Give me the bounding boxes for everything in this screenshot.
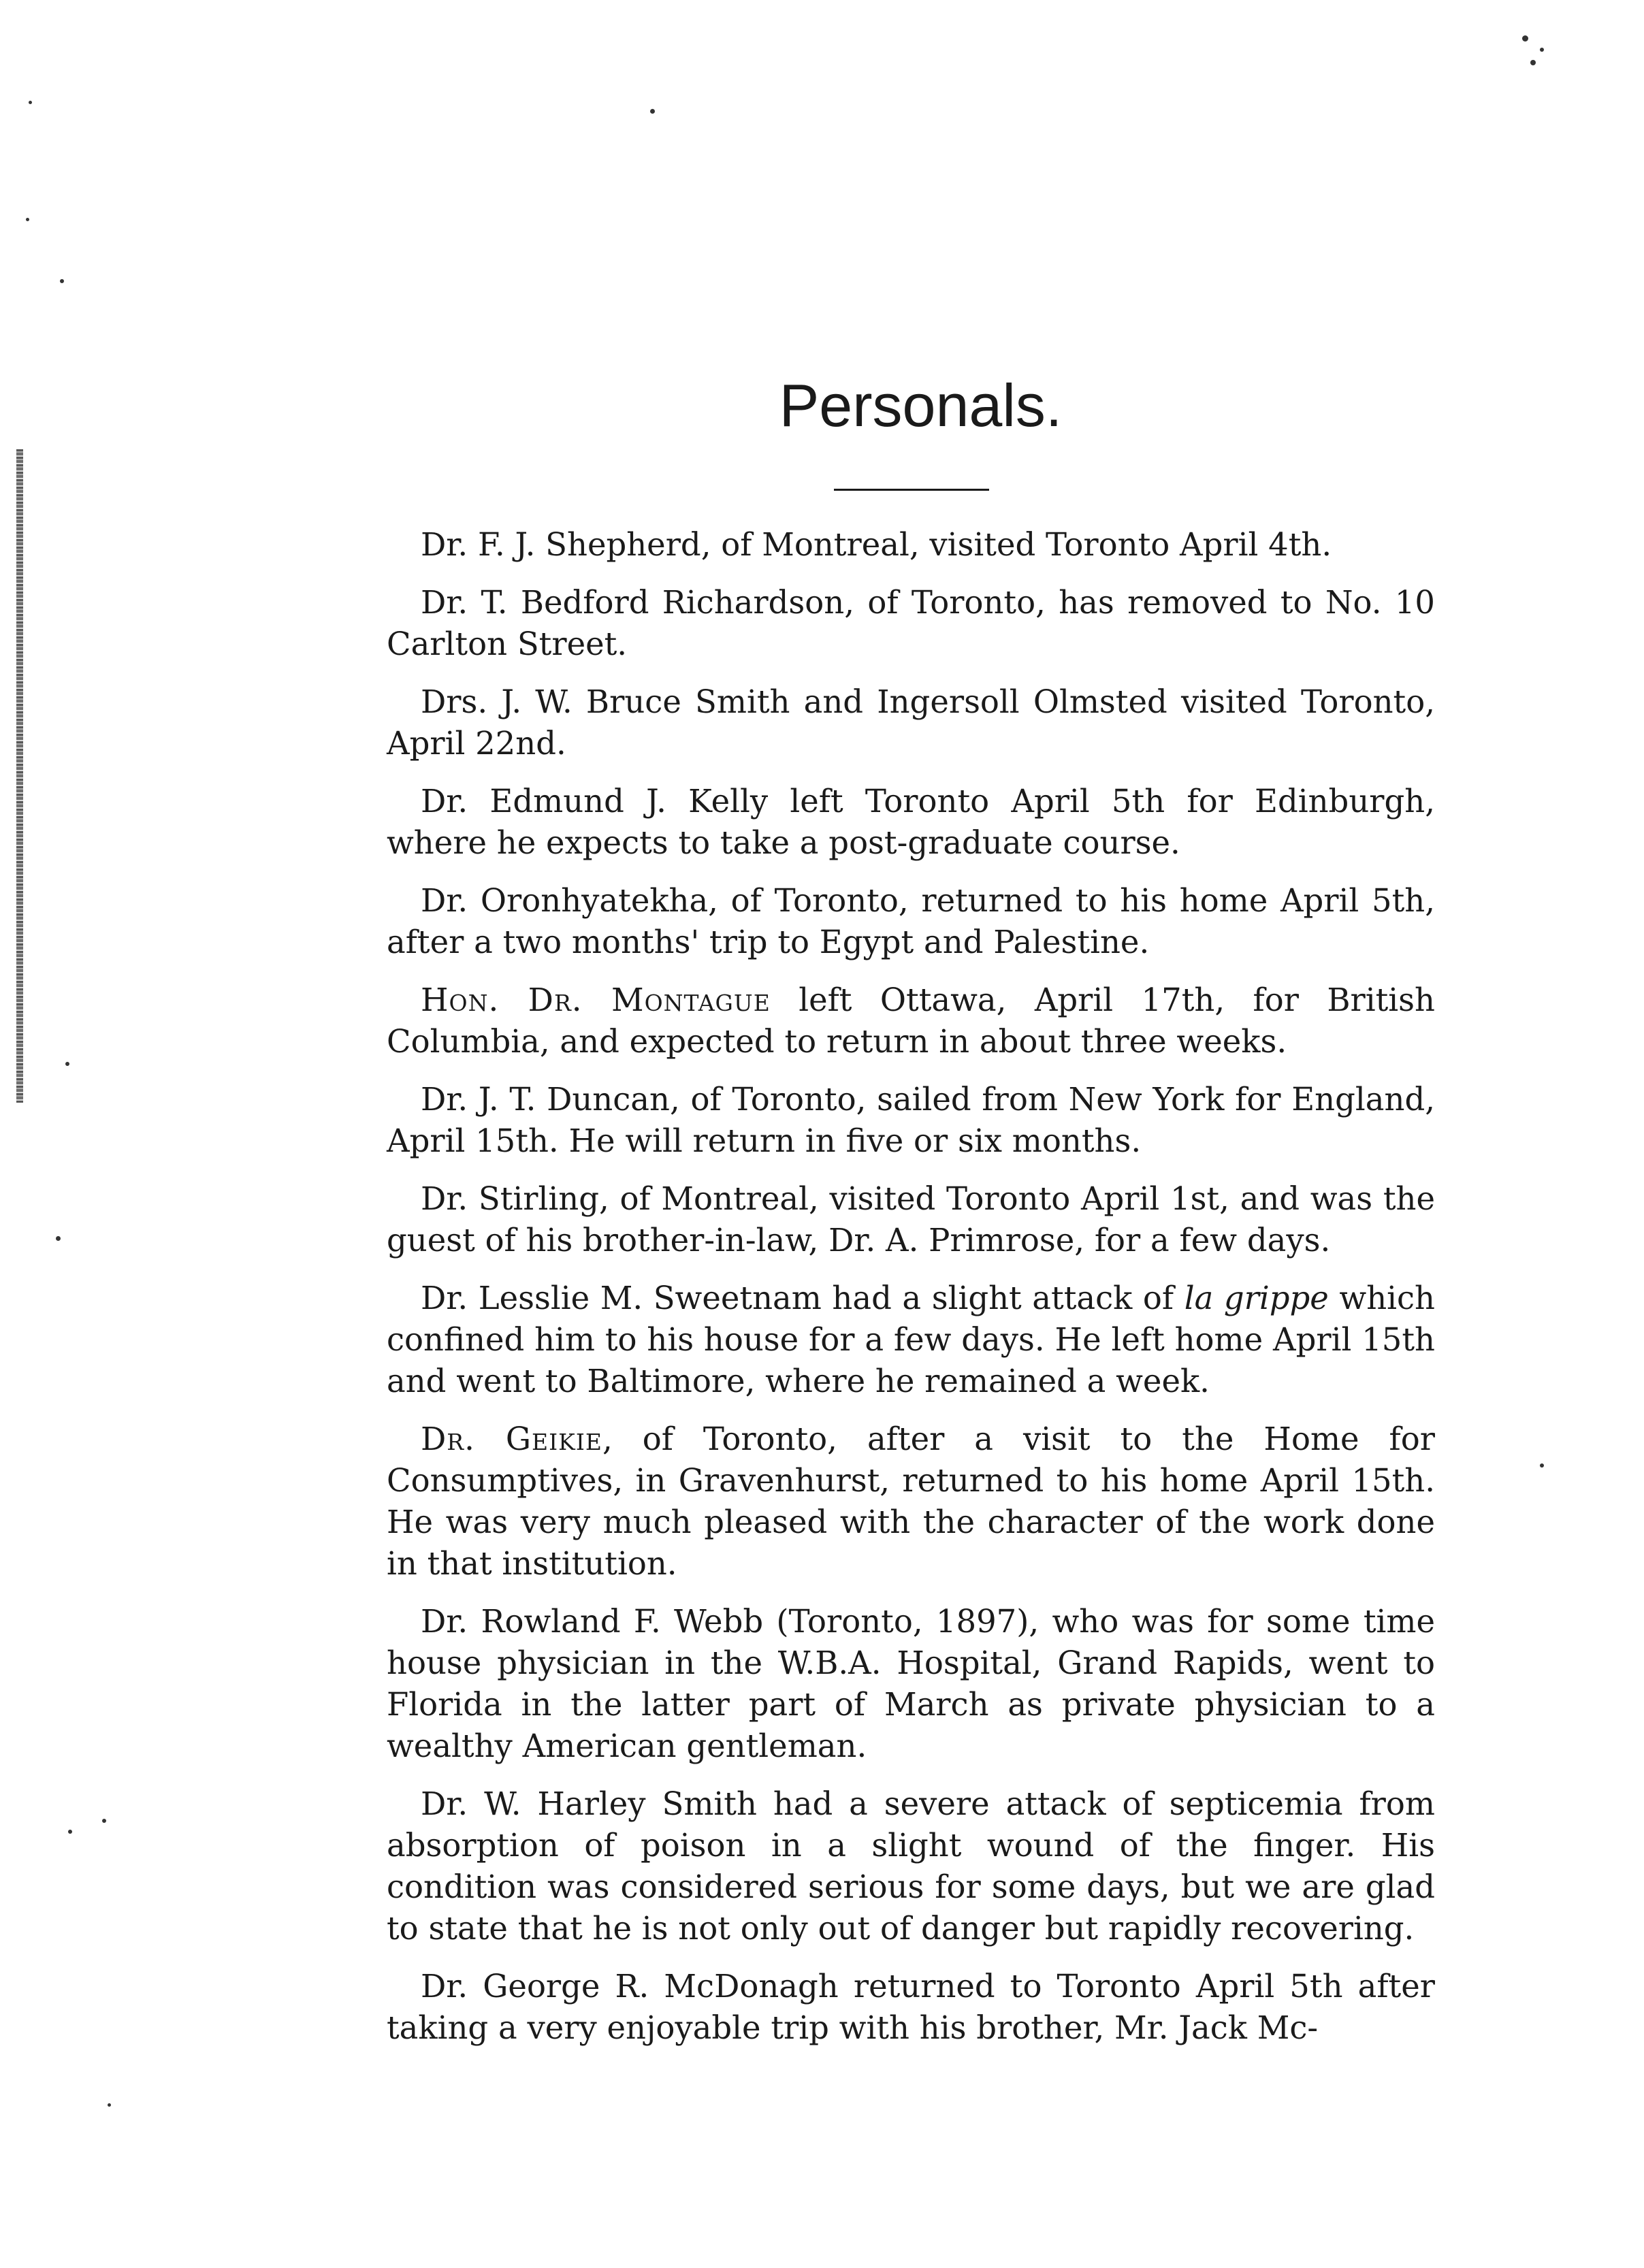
item-lead-name: Dr. Geikie xyxy=(421,1421,602,1457)
item-text: Dr. Edmund J. Kelly left Toronto April 5th for Edinburgh, where he expects to take a post-graduate course. xyxy=(387,783,1435,861)
scan-speck xyxy=(26,218,29,221)
scan-speck xyxy=(1530,60,1536,65)
item-text: which confined him to his house for a few days. He left home April 15th and went to Baltimore, where he remained a week. xyxy=(387,1280,1436,1399)
personal-item xyxy=(387,1601,1435,1767)
scan-speck xyxy=(1540,1463,1544,1468)
scan-speck xyxy=(650,109,655,114)
item-text: , of Toronto, after a visit to the Home for Consumptives, in Gravenhurst, returned to his home April 15th. He was very much pleased with the character of the work done in that institution. xyxy=(387,1421,1435,1582)
personal-item xyxy=(387,582,1435,665)
scan-speck xyxy=(60,279,64,283)
item-text: Dr. George R. McDonagh returned to Toronto April 5th after taking a very enjoyable trip with his brother, Mr. Jack Mc- xyxy=(387,1968,1435,2046)
item-text: Drs. J. W. Bruce Smith and Ingersoll Olmsted visited Toronto, April 22nd. xyxy=(387,683,1435,762)
item-lead-name: Hon. Dr. Montague xyxy=(421,982,771,1018)
personal-item xyxy=(387,781,1435,864)
scan-speck xyxy=(56,1236,61,1241)
item-text: Dr. Lesslie M. Sweetnam had a slight attack of xyxy=(421,1280,1184,1316)
scan-speck xyxy=(1522,35,1528,42)
personal-item xyxy=(387,979,1435,1063)
item-text: Dr. F. J. Shepherd, of Montreal, visited Toronto April 4th. xyxy=(421,526,1332,563)
binding-edge xyxy=(16,449,23,1103)
personals-column xyxy=(387,524,1435,2065)
scan-speck xyxy=(29,101,32,104)
item-text: Dr. Stirling, of Montreal, visited Toronto April 1st, and was the guest of his brother-in-law, Dr. A. Primrose, for a few days. xyxy=(387,1180,1435,1259)
personal-item xyxy=(387,1419,1435,1585)
item-text: Dr. J. T. Duncan, of Toronto, sailed from New York for England, April 15th. He will return in five or six months. xyxy=(387,1081,1435,1159)
personal-item xyxy=(387,880,1435,963)
scan-speck xyxy=(108,2103,111,2107)
scan-speck xyxy=(102,1819,106,1823)
scan-speck xyxy=(68,1830,72,1834)
item-text: Dr. Rowland F. Webb (Toronto, 1897), who was for some time house physician in the W.B.A. Hospital, Grand Rapids, went to Florida in the latter part of March as private physician to a wealthy American gentleman. xyxy=(387,1603,1435,1764)
personal-item xyxy=(387,1278,1435,1402)
personal-item xyxy=(387,1966,1435,2049)
item-italic-text: la grippe xyxy=(1184,1280,1329,1316)
personal-item xyxy=(387,681,1435,764)
scan-speck xyxy=(1540,48,1544,52)
item-text: Dr. T. Bedford Richardson, of Toronto, has removed to No. 10 Carlton Street. xyxy=(387,584,1435,662)
personal-item xyxy=(387,1783,1435,1949)
item-text: Dr. Oronhyatekha, of Toronto, returned to his home April 5th, after a two months' trip to Egypt and Palestine. xyxy=(387,882,1435,960)
page-title: Personals. xyxy=(779,372,1063,439)
scan-speck xyxy=(65,1062,69,1066)
personal-item xyxy=(387,1079,1435,1162)
title-rule xyxy=(834,489,989,491)
personal-item xyxy=(387,1178,1435,1261)
personal-item xyxy=(387,524,1435,566)
item-text: Dr. W. Harley Smith had a severe attack of septicemia from absorption of poison in a slight wound of the finger. His condition was considered serious for some days, but we are glad to state that he is not only out of danger but rapidly recovering. xyxy=(387,1785,1435,1947)
item-text: left Ottawa, April 17th, for British Columbia, and expected to return in about three weeks. xyxy=(387,982,1435,1060)
